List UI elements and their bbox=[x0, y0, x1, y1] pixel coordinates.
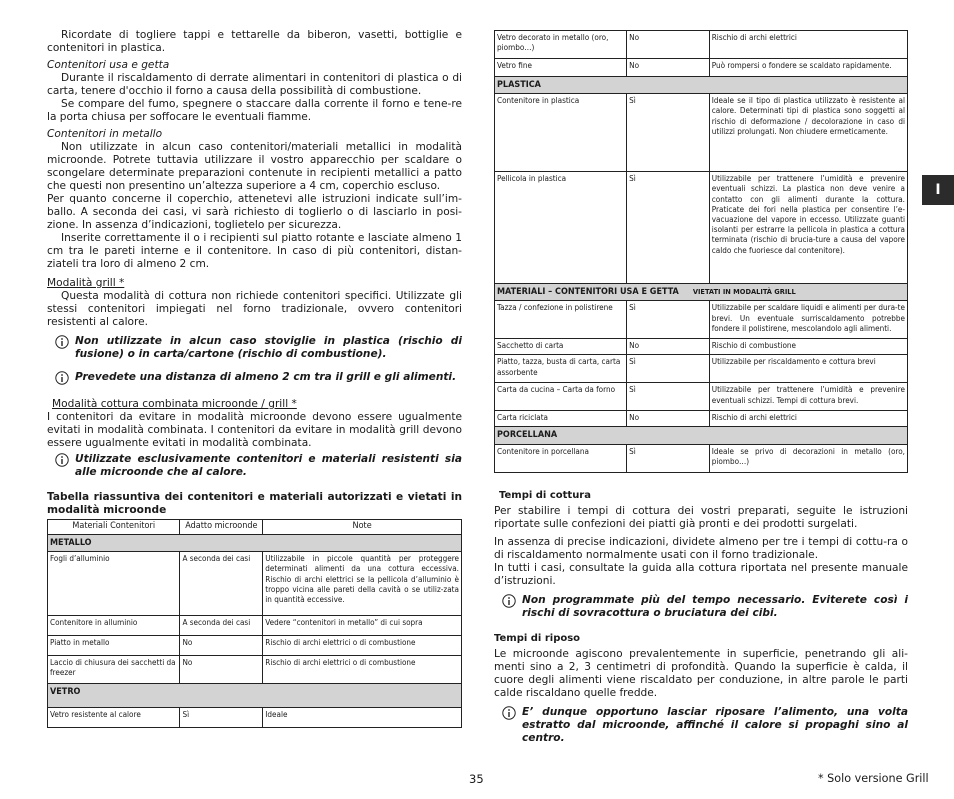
info-note bbox=[494, 706, 908, 745]
cell-note: Rischio di combustione bbox=[709, 339, 907, 355]
note-text: Utilizzate esclusivamente contenitori e materiali resistenti sia alle microonde che al calore. bbox=[75, 453, 462, 478]
cell-suitable: Sì bbox=[627, 94, 710, 172]
left-column bbox=[47, 29, 462, 728]
paragraph: Per stabilire i tempi di cottura dei vostri preparati, seguite le istruzioni riportate sulle confezioni dei piatti già pronti e dei prodotti surgelati. bbox=[494, 504, 908, 530]
cell-material: Contenitore in porcellana bbox=[495, 444, 627, 472]
cell-suitable: No bbox=[180, 636, 263, 656]
cell-note: Utilizzabile in piccole quantità per proteggere determinati alimenti da una cottura eccessiva. Rischio di archi elettrici se la pellicola d’alluminio è troppo vicina alle pareti della cavità o se utiliz-zata in quantità eccessive. bbox=[263, 552, 462, 616]
table-row bbox=[495, 94, 908, 172]
language-tab-marker: I bbox=[922, 175, 954, 205]
cell-suitable: A seconda dei casi bbox=[180, 616, 263, 636]
paragraph: Ricordate di togliere tappi e tettarelle da biberon, vasetti, bottiglie e contenitori in plastica. bbox=[47, 29, 462, 54]
cell-suitable: Sì bbox=[627, 444, 710, 472]
info-icon bbox=[502, 706, 516, 720]
cell-suitable: No bbox=[180, 656, 263, 684]
cell-note: Utilizzabile per riscaldamento e cottura brevi bbox=[709, 355, 907, 383]
table-row bbox=[495, 339, 908, 355]
table-row bbox=[48, 656, 462, 684]
cell-material: Piatto in metallo bbox=[48, 636, 180, 656]
paragraph: In tutti i casi, consultate la guida alla cottura riportata nel presente manuale d’istruzioni. bbox=[494, 561, 908, 587]
paragraph: Le microonde agiscono prevalentemente in superficie, penetrando gli ali-menti sino a 2, 3 centimetri di profondità. Quando la superficie è calda, il cuore degli alimenti viene riscaldato per conduzione, in altre parole le parti calde riscaldano quelle fredde. bbox=[494, 647, 908, 699]
info-icon bbox=[55, 453, 69, 467]
section-disposable-subtitle: VIETATI IN MODALITÀ GRILL bbox=[692, 287, 796, 297]
cell-material: Tazza / confezione in polistirene bbox=[495, 301, 627, 339]
info-icon bbox=[55, 335, 69, 349]
section-disposable-title: MATERIALI – CONTENITORI USA E GETTA bbox=[497, 287, 679, 298]
cell-material: Contenitore in plastica bbox=[495, 94, 627, 172]
cell-note: Ideale se il tipo di plastica utilizzato è resistente al calore. Determinati tipi di plastica sono soggetti al rischio di deformazione / decolorazione in caso di utilizzi prolungati. Non chiudere ermeticamente. bbox=[709, 94, 907, 172]
paragraph: I contenitori da evitare in modalità microonde devono essere ugualmente evitati in modalità combinata. I contenitori da evitare in modalità grill devono essere ugualmente evitati in modalità combinata. bbox=[47, 411, 462, 449]
cell-note: Può rompersi o fondere se scaldato rapidamente. bbox=[709, 59, 907, 77]
cell-suitable: No bbox=[627, 411, 710, 427]
paragraph: Se compare del fumo, spegnere o staccare dalla corrente il forno e tene-re la porta chiusa per soffocare le eventuali fiamme. bbox=[47, 98, 462, 123]
note-text: Non programmate più del tempo necessario. Eviterete così i rischi di sovracottura o bruciatura dei cibi. bbox=[522, 593, 908, 619]
cell-material: Vetro decorato in metallo (oro, piombo…) bbox=[495, 31, 627, 59]
subheading-metal: Contenitori in metallo bbox=[47, 128, 163, 140]
table-row bbox=[48, 708, 462, 728]
cell-material: Vetro resistente al calore bbox=[48, 708, 180, 728]
table-row bbox=[48, 552, 462, 616]
containers-table-right bbox=[494, 30, 908, 473]
subheading-combined: Modalità cottura combinata microonde / grill * bbox=[52, 398, 297, 410]
cell-material: Piatto, tazza, busta di carta, carta assorbente bbox=[495, 355, 627, 383]
cell-note: Utilizzabile per trattenere l’umidità e prevenire eventuali schizzi. La plastica non deve venire a contatto con gli alimenti durante la cottura. Praticate dei fori nella plastica per consentire l’e-vacuazione del vapore in eccesso. Utilizzate guanti isolanti per estrarre la pellicola in plastica a cottura terminata (rischio di brucia-ture a causa del vapore caldo che fuoriesce dal contenitore). bbox=[709, 172, 907, 284]
cell-suitable: Sì bbox=[627, 301, 710, 339]
table-row bbox=[495, 59, 908, 77]
cell-material: Vetro fine bbox=[495, 59, 627, 77]
cell-suitable: No bbox=[627, 339, 710, 355]
cell-note: Rischio di archi elettrici bbox=[709, 411, 907, 427]
table-row bbox=[48, 636, 462, 656]
section-disposable bbox=[495, 284, 908, 301]
note-text: E’ dunque opportuno lasciar riposare l’alimento, una volta estratto dal microonde, affinché il calore si propaghi sino al centro. bbox=[522, 705, 908, 744]
cell-suitable: Sì bbox=[180, 708, 263, 728]
table-row bbox=[495, 31, 908, 59]
note-text: Non utilizzate in alcun caso stoviglie in plastica (rischio di fusione) o in carta/cartone (rischio di combustione). bbox=[75, 335, 462, 360]
table-row bbox=[495, 301, 908, 339]
info-note bbox=[47, 453, 462, 479]
cell-note: Utilizzabile per trattenere l’umidità e prevenire eventuali schizzi. Tempi di cottura brevi. bbox=[709, 383, 907, 411]
cell-material: Laccio di chiusura dei sacchetti da freezer bbox=[48, 656, 180, 684]
cell-note: Ideale bbox=[263, 708, 462, 728]
cell-note: Utilizzabile per scaldare liquidi e alimenti per dura-te brevi. Un eventuale surriscaldamento potrebbe fondere il polistirene, mescolandolo agli alimenti. bbox=[709, 301, 907, 339]
table-row bbox=[495, 355, 908, 383]
header-notes: Note bbox=[263, 520, 462, 535]
cell-material: Pellicola in plastica bbox=[495, 172, 627, 284]
cell-suitable: A seconda dei casi bbox=[180, 552, 263, 616]
info-note bbox=[47, 371, 462, 384]
section-plastic: PLASTICA bbox=[495, 77, 908, 94]
cell-note: Rischio di archi elettrici o di combustione bbox=[263, 656, 462, 684]
table-row bbox=[495, 383, 908, 411]
info-note bbox=[494, 594, 908, 620]
info-icon bbox=[502, 594, 516, 608]
header-materials: Materiali Contenitori bbox=[48, 520, 180, 535]
cell-note: Vedere “contenitori in metallo” di cui sopra bbox=[263, 616, 462, 636]
cell-material: Fogli d’alluminio bbox=[48, 552, 180, 616]
paragraph: Questa modalità di cottura non richiede contenitori specifici. Utilizzate gli stessi contenitori impiegati nel forno tradizionale, ovvero contenitori resistenti al calore. bbox=[47, 290, 462, 328]
cell-material: Carta da cucina – Carta da forno bbox=[495, 383, 627, 411]
note-text: Prevedete una distanza di almeno 2 cm tra il grill e gli alimenti. bbox=[75, 371, 457, 383]
table-title: Tabella riassuntiva dei contenitori e materiali autorizzati e vietati in modalità microonde bbox=[47, 491, 462, 516]
cell-note: Ideale se privo di decorazioni in metallo (oro, piombo…) bbox=[709, 444, 907, 472]
heading-cooking-times: Tempi di cottura bbox=[499, 489, 591, 501]
cell-note: Rischio di archi elettrici bbox=[709, 31, 907, 59]
info-icon bbox=[55, 371, 69, 385]
page-number: 35 bbox=[469, 772, 484, 786]
section-porcelain: PORCELLANA bbox=[495, 427, 908, 444]
cell-suitable: Sì bbox=[627, 383, 710, 411]
table-row bbox=[495, 444, 908, 472]
subheading-grill: Modalità grill * bbox=[47, 277, 125, 289]
cell-suitable: Sì bbox=[627, 172, 710, 284]
cell-suitable: Sì bbox=[627, 355, 710, 383]
table-row bbox=[495, 411, 908, 427]
table-row bbox=[48, 616, 462, 636]
cell-suitable: No bbox=[627, 31, 710, 59]
info-note bbox=[47, 335, 462, 361]
cell-material: Carta riciclata bbox=[495, 411, 627, 427]
paragraph: Durante il riscaldamento di derrate alimentari in contenitori di plastica o di carta, tenere d'occhio il forno a causa della possibilità di combustione. bbox=[47, 72, 462, 97]
containers-table-left bbox=[47, 519, 462, 728]
section-glass: VETRO bbox=[48, 684, 462, 708]
footnote: * Solo versione Grill bbox=[818, 772, 929, 785]
subheading-disposable: Contenitori usa e getta bbox=[47, 59, 170, 71]
header-suitable: Adatto microonde bbox=[180, 520, 263, 535]
paragraph: Non utilizzate in alcun caso contenitori/materiali metallici in modalità microonde. Potrete tuttavia utilizzare il vostro apparecchio per scaldare o scongelare determinate preparazioni contenute in recipienti metallici a patto che questi non presentino un’altezza superiore a 4 cm, coperchio escluso. bbox=[47, 141, 462, 192]
cell-material: Contenitore in alluminio bbox=[48, 616, 180, 636]
cell-suitable: No bbox=[627, 59, 710, 77]
cell-material: Sacchetto di carta bbox=[495, 339, 627, 355]
section-metal: METALLO bbox=[48, 535, 462, 552]
cell-note: Rischio di archi elettrici o di combustione bbox=[263, 636, 462, 656]
table-header-row bbox=[48, 520, 462, 535]
right-column bbox=[494, 30, 908, 745]
heading-standing-times: Tempi di riposo bbox=[494, 632, 581, 644]
paragraph: Inserite correttamente il o i recipienti sul piatto rotante e lasciate almeno 1 cm tra le pareti interne e il contenitore. In caso di più contenitori, distan-ziateli tra loro di almeno 2 cm. bbox=[47, 232, 462, 270]
table-row bbox=[495, 172, 908, 284]
paragraph: Per quanto concerne il coperchio, attenetevi alle istruzioni indicate sull’im-ballo. A seconda dei casi, vi sarà richiesto di toglierlo o di lasciarlo in posi-zione. In assenza d’indicazioni, toglietelo per sicurezza. bbox=[47, 193, 462, 231]
paragraph: In assenza di precise indicazioni, dividete almeno per tre i tempi di cottu-ra o di riscaldamento normalmente usati con il forno tradizionale. bbox=[494, 535, 908, 561]
